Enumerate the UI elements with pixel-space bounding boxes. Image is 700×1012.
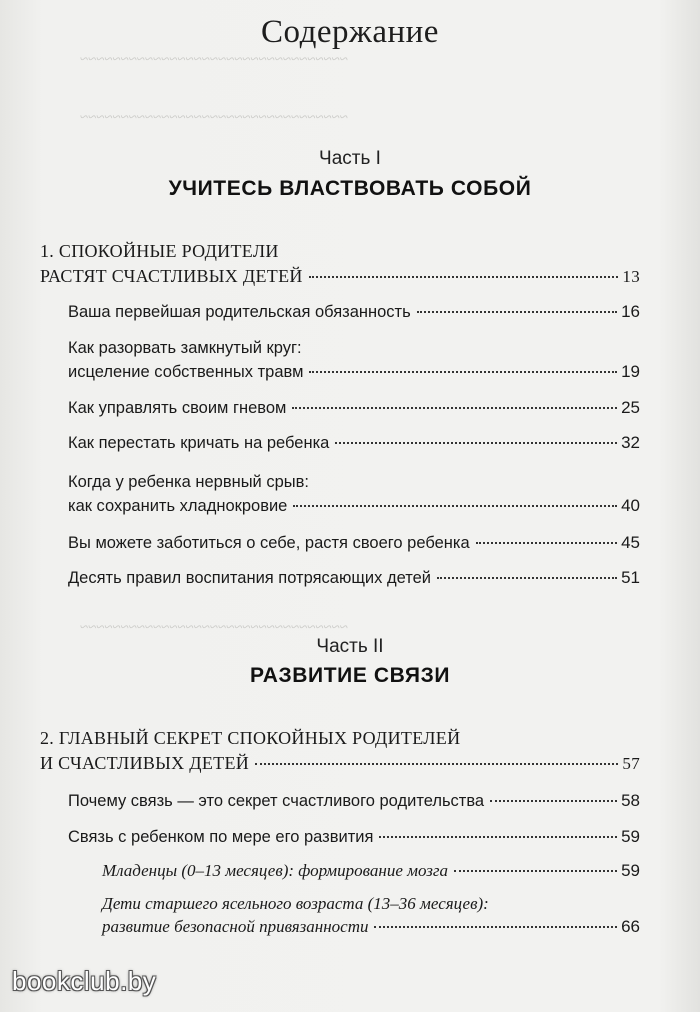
site-watermark: bookclub.by [12,966,157,996]
entry-title: Ваша первейшая родительская обязанность [68,303,411,321]
page-number: 13 [622,267,640,286]
page-number: 66 [621,917,640,936]
toc-subentry[interactable] [102,893,640,937]
part-title: УЧИТЕСЬ ВЛАСТВОВАТЬ СОБОЙ [168,177,532,200]
dot-leader [309,276,619,278]
chapter-title-line: РАСТЯТ СЧАСТЛИВЫХ ДЕТЕЙ [40,266,303,286]
entry-title-line: Когда у ребенка нервный срыв: [68,473,309,491]
chapter-heading[interactable] [40,240,640,288]
toc-entry[interactable] [68,472,640,517]
page-number: 32 [621,433,640,452]
part-label: Часть I [319,148,381,169]
subentry-title: Младенцы (0–13 месяцев): формирование мозга [102,861,449,880]
entry-title: Как перестать кричать на ребенка [68,434,330,452]
dot-leader [309,371,617,373]
part-title: РАЗВИТИЕ СВЯЗИ [249,664,451,687]
page-number: 19 [621,362,640,381]
toc-entry[interactable] [68,432,640,454]
bleed-through-text: ~~~~~~~~~~~~~~~~~~~~~~~~~~~~~~~~~ [80,620,348,636]
dot-leader [293,505,617,507]
chapter-title-line: 1. СПОКОЙНЫЕ РОДИТЕЛИ [40,241,279,261]
dot-leader [454,870,617,872]
dot-leader [292,407,617,409]
page-number: 57 [622,754,640,773]
entry-title-line: Как разорвать замкнутый круг: [68,339,302,357]
dot-leader [417,311,617,313]
toc-entry[interactable] [68,301,640,323]
dot-leader [374,926,617,928]
toc-subentry[interactable] [102,860,640,881]
bleed-through-text: ~~~~~~~~~~~~~~~~~~~~~~~~~~~~~~~~~ [80,52,348,68]
toc-entry[interactable] [68,397,640,419]
toc-entry[interactable] [68,826,640,848]
entry-title: Вы можете заботиться о себе, растя своего ребенка [68,534,470,552]
entry-title: исцеление собственных травм [68,363,304,381]
toc-entry[interactable] [68,790,640,812]
toc-entry[interactable] [68,338,640,383]
toc-entry[interactable] [68,567,640,589]
dot-leader [490,800,617,802]
bleed-through-text: ~~~~~~~~~~~~~~~~~~~~~~~~~~~~~~~~~ [80,110,348,126]
page-title: Содержание [261,14,439,50]
subentry-title-line: Дети старшего ясельного возраста (13–36 месяцев): [102,894,489,913]
dot-leader [255,763,618,765]
page-number: 25 [621,398,640,417]
dot-leader [437,577,617,579]
entry-title: Как управлять своим гневом [68,399,287,417]
chapter-heading[interactable] [40,727,640,775]
entry-title: Почему связь — это секрет счастливого родительства [68,792,485,810]
entry-title: Связь с ребенком по мере его развития [68,828,374,846]
page-number: 59 [621,861,640,880]
dot-leader [335,442,617,444]
dot-leader [476,542,617,544]
entry-title: Десять правил воспитания потрясающих детей [68,569,431,587]
chapter-title-line: 2. ГЛАВНЫЙ СЕКРЕТ СПОКОЙНЫХ РОДИТЕЛЕЙ [40,728,461,748]
page-number: 16 [621,302,640,321]
part-label: Часть II [316,636,384,657]
dot-leader [379,836,617,838]
page-number: 59 [621,827,640,846]
toc-entry[interactable] [68,532,640,554]
subentry-title: развитие безопасной привязанности [102,917,369,936]
page-number: 58 [621,791,640,810]
chapter-title-line: И СЧАСТЛИВЫХ ДЕТЕЙ [40,753,250,773]
page-number: 51 [621,568,640,587]
page-number: 45 [621,533,640,552]
entry-title: как сохранить хладнокровие [68,497,288,515]
page-number: 40 [621,496,640,515]
